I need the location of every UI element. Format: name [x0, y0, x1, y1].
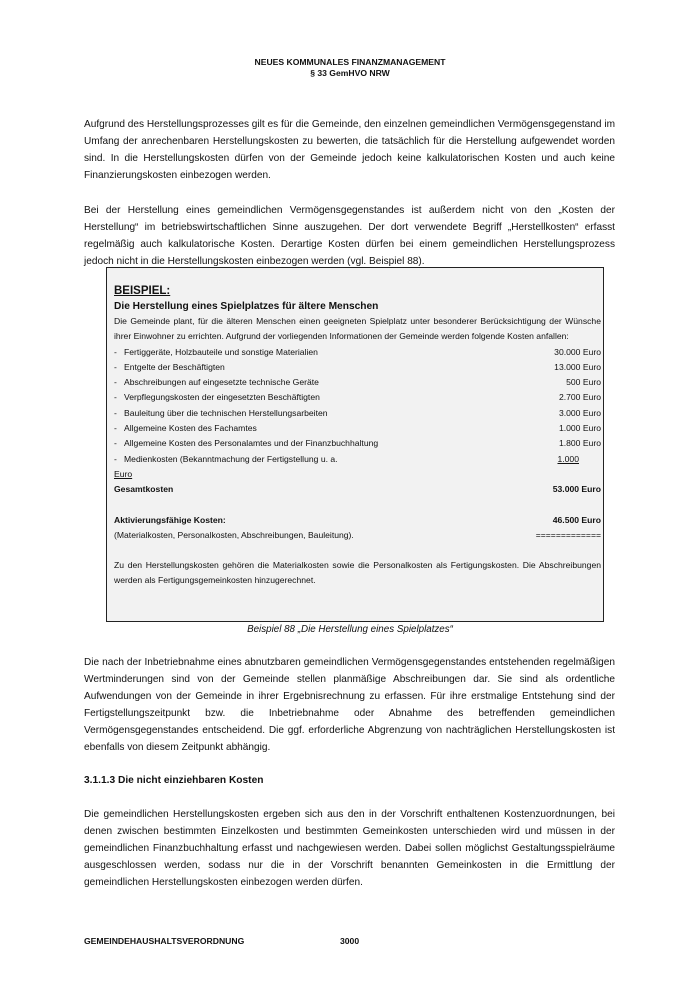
capitalizable-row	[114, 513, 601, 528]
cost-item-label: Fertiggeräte, Holzbauteile und sonstige Materialien	[124, 346, 318, 357]
page-header	[0, 57, 700, 79]
paragraph-3: Die nach der Inbetriebnahme eines abnutzbaren gemeindlichen Vermögensgegenstandes entstehenden regelmäßigen Wertminderungen sind von der Gemeinde stellen planmäßige Abschreibungen dar. Sie sind als ordentliche Aufwendungen von der Gemeinde in ihrer Ergebnisrechnung zu erfassen. Für ihre erstmalige Entstehung sind der Fertigstellungszeitpunkt bzw. die Inbetriebnahme oder Abnahme des betreffenden gemeindlichen Vermögensgegenstandes entscheidend. Die ggf. erforderliche Abgrenzung von nachträglichen Herstellungskosten ist ebenfalls von diesem Zeitpunkt abhängig.	[84, 657, 615, 753]
cost-item	[114, 421, 601, 436]
header-paragraph-ref: § 33 GemHVO NRW	[310, 68, 390, 78]
cost-item-amount: 13.000 Euro	[554, 361, 601, 372]
paragraph-1: Aufgrund des Herstellungsprozesses gilt es für die Gemeinde, den einzelnen gemeindlichen Vermögensgegenstand im Umfang der anrechenbaren Herstellungskosten zu bewerten, die tatsächlich für die Herstellung aufgewendet worden sind. In die Herstellungskosten dürfen von der Gemeinde jedoch keine kalkulatorischen Kosten und auch keine Finanzierungskosten einbezogen werden.	[84, 119, 615, 181]
total-row	[114, 482, 601, 497]
cost-item-label: Allgemeine Kosten des Fachamtes	[124, 423, 257, 434]
example-title: BEISPIEL:	[114, 285, 171, 297]
example-closing: Zu den Herstellungskosten gehören die Materialkosten sowie die Personalkosten als Fertigungskosten. Die Abschreibungen werden als Fertigungsgemeinkosten hinzugerechnet.	[114, 560, 601, 586]
example-box	[106, 267, 604, 622]
cost-item-label: Verpflegungskosten der eingesetzten Beschäftigten	[124, 392, 320, 403]
cost-item-label: Medienkosten (Bekanntmachung der Fertigstellung u. a.	[124, 453, 338, 464]
capitalizable-amount: 46.500 Euro	[552, 514, 601, 525]
cost-item	[114, 375, 601, 390]
euro-wrap: Euro	[114, 468, 133, 479]
cost-item-amount: 30.000 Euro	[554, 346, 601, 357]
cost-item-label: Entgelte der Beschäftigten	[124, 361, 225, 372]
cost-item	[114, 452, 601, 467]
cost-item	[114, 345, 601, 360]
item-dash: -	[114, 407, 117, 418]
item-dash: -	[114, 438, 117, 449]
item-dash: -	[114, 392, 117, 403]
cost-item	[114, 436, 601, 451]
example-intro: Die Gemeinde plant, für die älteren Menschen einen geeigneten Spielplatz unter besonderer Berücksichtigung der Wünsche ihrer Einwohner zu errichten. Aufgrund der vorliegenden Informationen der Gemeinde werden folgende Kosten anfallen:	[114, 316, 601, 342]
example-subtitle: Die Herstellung eines Spielplatzes für ältere Menschen	[114, 301, 379, 312]
total-amount: 53.000 Euro	[552, 484, 601, 495]
footer-title: GEMEINDEHAUSHALTSVERORDNUNG	[84, 936, 245, 946]
cost-item-amount: 1.000	[557, 453, 579, 464]
item-dash: -	[114, 361, 117, 372]
total-label: Gesamtkosten	[114, 484, 174, 495]
item-dash: -	[114, 423, 117, 434]
double-rule: =============	[535, 529, 601, 540]
paragraph-4: Die gemeindlichen Herstellungskosten ergeben sich aus den in der Vorschrift enthaltenen Kostenzuordnungen, bei denen zwischen bestimmten Einzelkosten und bestimmten Gemeinkosten unterschieden wird und müssen in der gemeindlichen Finanzbuchhaltung erfasst und nachgewiesen werden. Dabei sollen möglichst Gestaltungsspielräume ausgeschlossen werden, sodass nur die in der Vorschrift benannten Gemeinkosten in die Ermittlung der gemeindlichen Herstellungskosten einbezogen werden dürfen.	[84, 809, 615, 888]
cost-item-amount: 2.700 Euro	[558, 392, 601, 403]
section-heading: 3.1.1.3 Die nicht einziehbaren Kosten	[84, 775, 264, 786]
cost-item-label: Allgemeine Kosten des Personalamtes und der Finanzbuchhaltung	[124, 438, 379, 449]
cost-item-amount: 1.000 Euro	[558, 423, 601, 434]
item-dash: -	[114, 377, 117, 388]
cost-item-label: Abschreibungen auf eingesetzte technische Geräte	[124, 377, 319, 388]
cost-item-amount: 500 Euro	[566, 377, 601, 388]
example-caption: Beispiel 88 „Die Herstellung eines Spielplatzes“	[247, 624, 453, 635]
capitalizable-note-row	[114, 528, 601, 543]
header-title: NEUES KOMMUNALES FINANZMANAGEMENT	[254, 57, 446, 67]
item-dash: -	[114, 453, 117, 464]
cost-item	[114, 406, 601, 421]
capitalizable-note: (Materialkosten, Personalkosten, Abschreibungen, Bauleitung).	[114, 529, 354, 540]
cost-item-amount: 1.800 Euro	[558, 438, 601, 449]
cost-item	[114, 390, 601, 405]
cost-item-label: Bauleitung über die technischen Herstellungsarbeiten	[124, 407, 328, 418]
paragraph-2: Bei der Herstellung eines gemeindlichen Vermögensgegenstandes ist außerdem nicht von den „Kosten der Herstellung“ im betriebswirtschaftlichen Sinne auszugehen. Der dort verwendete Begriff „Herstellkosten“ erfasst regelmäßig auch kalkulatorische Kosten. Derartige Kosten dürfen bei einem gemeindlichen Herstellungsprozess jedoch nicht in die Herstellungskosten einbezogen werden (vgl. Beispiel 88).	[84, 205, 615, 267]
cost-item	[114, 360, 601, 375]
cost-item-amount: 3.000 Euro	[558, 407, 601, 418]
capitalizable-label: Aktivierungsfähige Kosten:	[114, 514, 226, 525]
item-dash: -	[114, 346, 117, 357]
page-number: 3000	[340, 936, 360, 946]
